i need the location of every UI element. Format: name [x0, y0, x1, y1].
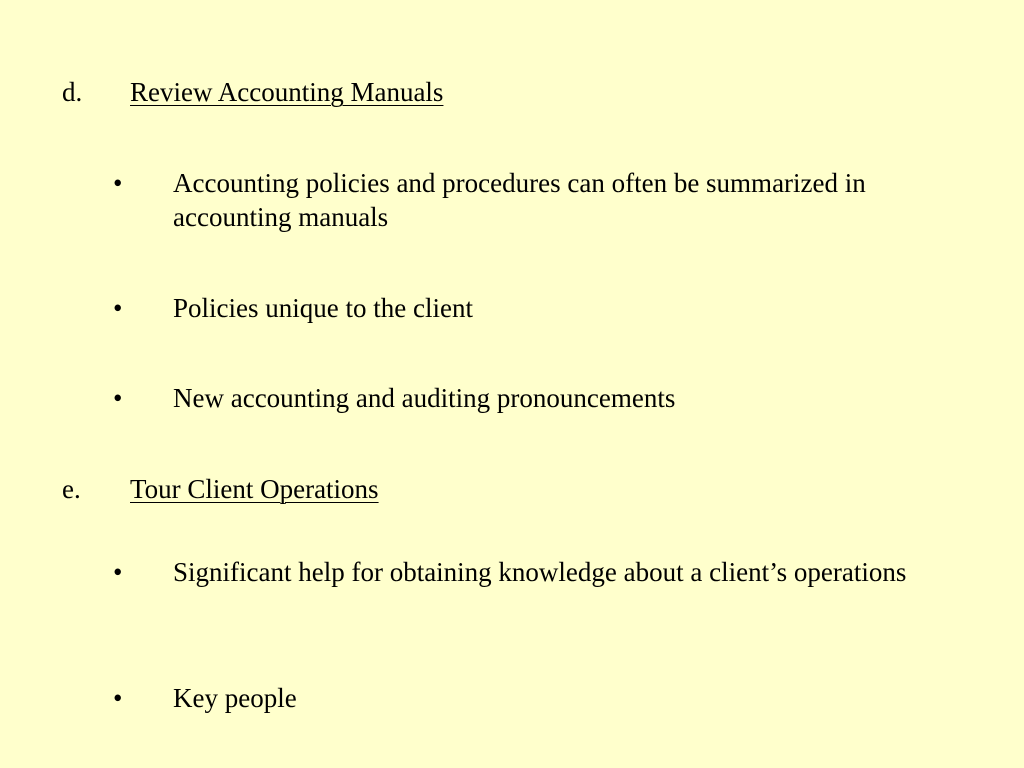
bullet-icon: •	[113, 557, 123, 587]
bullet-text: Accounting policies and procedures can often be summarized in accounting manuals	[173, 168, 866, 232]
bullet-text: Policies unique to the client	[173, 293, 473, 323]
bullet-icon: •	[113, 293, 123, 323]
section-marker: d.	[62, 77, 83, 107]
section-heading-e	[62, 472, 379, 506]
section-marker: e.	[62, 474, 81, 504]
section-heading-d	[62, 75, 443, 109]
bullet-text: Significant help for obtaining knowledge about a client’s operations	[173, 557, 907, 587]
bullet-icon: •	[113, 683, 123, 713]
bullet-icon: •	[113, 168, 123, 198]
bullet-icon: •	[113, 383, 123, 413]
bullet-text: Key people	[173, 683, 297, 713]
bullet-text: New accounting and auditing pronouncements	[173, 383, 676, 413]
section-title: Tour Client Operations	[130, 474, 379, 504]
section-title: Review Accounting Manuals	[130, 77, 444, 107]
